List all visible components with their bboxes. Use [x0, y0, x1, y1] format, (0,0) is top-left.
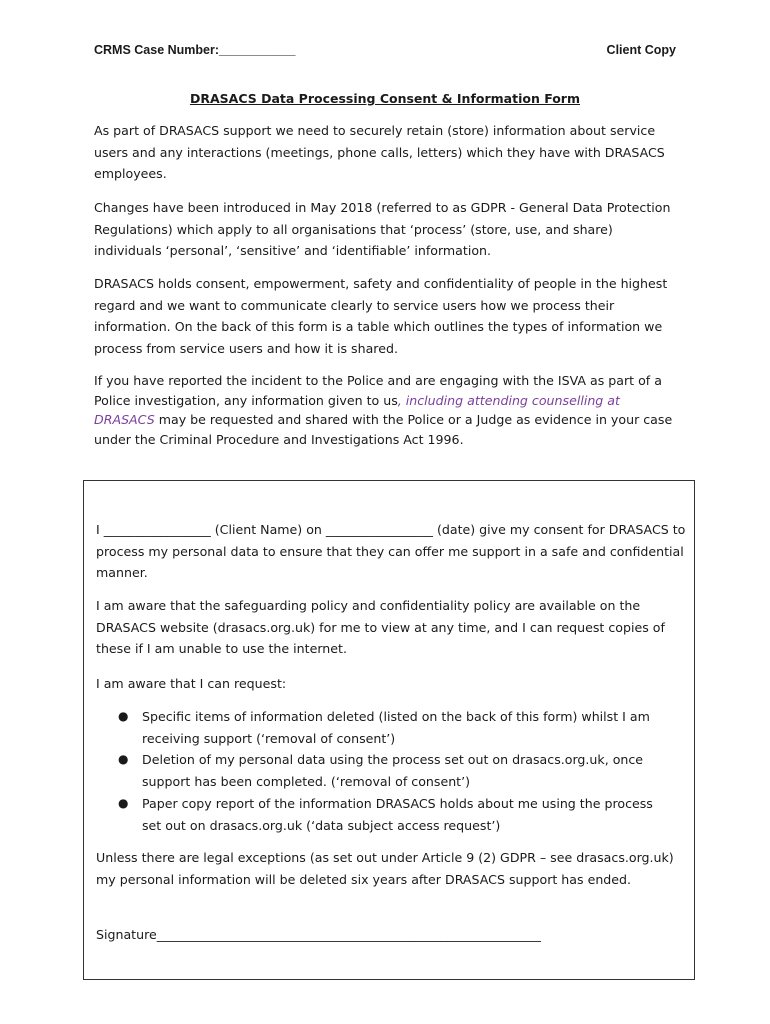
case-number-label: CRMS Case Number:___________: [94, 43, 296, 57]
list-item: [96, 793, 676, 836]
paragraph-values: DRASACS holds consent, empowerment, safety and confidentiality of people in the highest regard and we want to communicate clearly to service users how we process their information. On the back of this form is a table which outlines the types of information we process from service users and how it is shared.: [94, 276, 668, 357]
exceptions-statement: Unless there are legal exceptions (as set out under Article 9 (2) GDPR – see drasacs.org.uk) my personal information will be deleted six years after DRASACS support has ended.: [96, 850, 674, 887]
paragraph-intro: As part of DRASACS support we need to securely retain (store) information about service users and any interactions (meetings, phone calls, letters) which they have with DRASACS employees.: [94, 123, 665, 182]
copy-label: Client Copy: [606, 43, 676, 57]
consent-box: [83, 480, 695, 980]
paragraph-police: [94, 371, 684, 449]
list-item-text: Specific items of information deleted (listed on the back of this form) whilst I am receiving support (‘removal of consent’): [142, 709, 650, 746]
police-text-a: If you have reported the incident to the Police and are engaging with the ISVA as part of a Police investigation, any information given to us: [94, 373, 662, 408]
page-header: [94, 43, 676, 57]
police-text-highlight: , including attending counselling at DRASACS: [94, 392, 620, 427]
bullet-icon: ●: [118, 752, 129, 767]
list-item-text: Paper copy report of the information DRASACS holds about me using the process set out on drasacs.org.uk (‘data subject access request’): [142, 795, 653, 833]
request-list: [96, 706, 676, 836]
list-item-text: Deletion of my personal data using the process set out on drasacs.org.uk, once support has been completed. (‘removal of consent’): [142, 752, 644, 790]
police-text-c: may be requested and shared with the Police or a Judge as evidence in your case under the Criminal Procedure and Investigations Act 1996.: [94, 412, 673, 447]
list-item: [96, 706, 676, 749]
request-intro: I am aware that I can request:: [96, 676, 287, 691]
consent-statement: I _________________ (Client Name) on _________________ (date) give my consent for DRASACS to process my personal data to ensure that they can offer me support in a safe and confidential manner.: [96, 522, 686, 581]
form-title: DRASACS Data Processing Consent & Information Form: [189, 91, 580, 106]
bullet-icon: ●: [118, 709, 129, 723]
list-item: [96, 749, 676, 792]
bullet-icon: ●: [118, 795, 129, 810]
signature-line: Signature_____________________________________________________________: [96, 927, 541, 942]
policy-statement: I am aware that the safeguarding policy and confidentiality policy are available on the DRASACS website (drasacs.org.uk) for me to view at any time, and I can request copies of these if I am unable to use the internet.: [96, 598, 665, 657]
paragraph-gdpr: Changes have been introduced in May 2018 (referred to as GDPR - General Data Protection Regulations) which apply to all organisations that ‘process’ (store, use, and share) individuals ‘personal’, ‘sensitive’ and ‘identifiable’ information.: [94, 200, 671, 259]
